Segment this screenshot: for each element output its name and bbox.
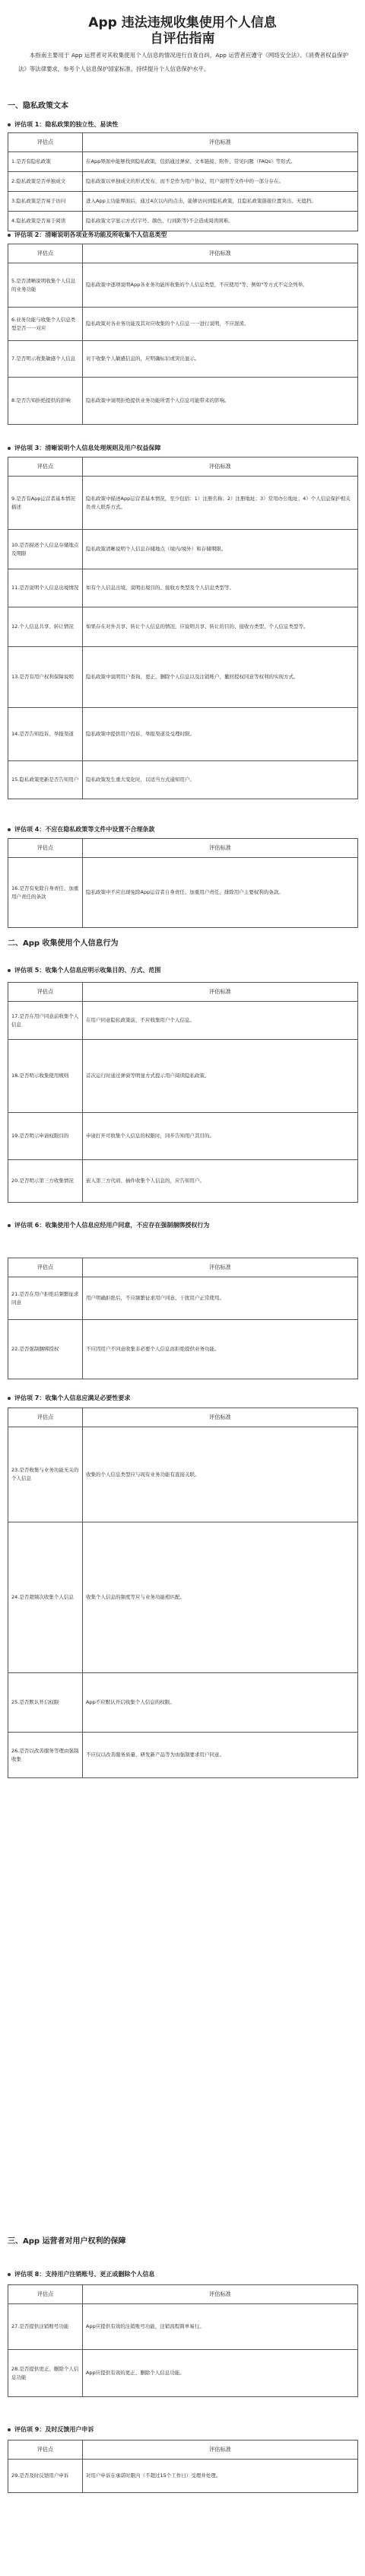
table-row: 8.是否告知拒绝提供的影响 隐私政策中说明拒绝提供业务功能所需个人信息可能带来的影响。: [8, 378, 358, 425]
eval-table-1: [8, 132, 358, 231]
table-row: 6.业务功能与收集个人信息类型是否一一对应 隐私政策对各业务功能及其对应收集的个人信息一一进行说明，不应混淆。: [8, 308, 358, 341]
item-label: 评估项 8：支持用户注销账号、更正或删除个人信息: [14, 2271, 155, 2278]
table-row: 5.是否清晰说明收集个人信息的业务功能 隐私政策中逐项说明App各业务功能所收集的个人信息类型，不应使用"等、例如"等方式不完全列举。: [8, 263, 358, 308]
item-label: 评估项 5：收集个人信息应明示收集目的、方式、范围: [14, 967, 161, 974]
table-row: 9.是否有App运营者基本情况描述 隐私政策中描述App运营者基本情况，至少包括：1）注册名称；2）注册地址；3）常用办公地址；4）个人信息保护相关负责人联系方式。: [8, 477, 358, 530]
table-row: 21.是否在用户拒绝后频繁征求同意 用户明确拒绝后，不应频繁征求用户同意、干扰用户正常使用。: [8, 1277, 358, 1320]
table-row: 22.是否强制捆绑授权 不应因用户不同意收集非必要个人信息而拒绝提供业务功能。: [8, 1320, 358, 1379]
table-row: 28.是否提供更正、删除个人信息功能 App应提供有效的更正、删除个人信息功能。: [8, 2350, 358, 2397]
intro-paragraph: 本指南主要用于 App 运营者对其收集使用个人信息的情况进行自查自纠，App 运营者应遵守《网络安全法》、《消费者权益保护法》等法律要求，参考个人信息保护国家标准，持续提升个人信息保护水平。: [18, 52, 348, 72]
item-heading-2: [8, 230, 167, 241]
table-row: 14.是否告知投诉、举报渠道 隐私政策中提供用户投诉、举报渠道及受理时限。: [8, 708, 358, 761]
table-row: 23.是否收集与业务功能无关的个人信息 收集的个人信息类型应与现有业务功能有直接关联。: [8, 1427, 358, 1522]
table-row: 1.是否有隐私政策 在App界面中能够找到隐私政策，包括通过弹窗、文本链接、附件、常见问题（FAQs）等形式。: [8, 152, 358, 172]
item-heading-5: [8, 965, 160, 976]
table-row: 26.是否以改善服务等理由强制收集 不应仅以改善服务质量、研发新产品等为由强制要求用户同意。: [8, 1733, 358, 1778]
table-row: 29.是否及时反馈用户申诉 对用户申诉在承诺时限内（不超过15个工作日）受理并处理。: [8, 2460, 358, 2493]
eval-table-7: 评估点 评估标准 23.是否收集与业务功能无关的个人信息 收集的个人信息类型应与现有业务功能有直接关联。 24.是否超频次收集个人信息 收集个人信息的频度等应与业务功能相匹配。 25.是否默认开启权限 App不应默认开启收集个人信息的权限。 26.是否以改善服务等理由强制收集 不应仅以改善服务质量、研发新产品等为由强制要求用户同意。: [8, 1408, 358, 1778]
table-row: 17.是否在用户同意前收集个人信息 在用户同意隐私政策前，不应收集用户个人信息。: [8, 1002, 358, 1040]
item-heading-4: [8, 824, 154, 835]
table-row: 2.隐私政策是否单独成文 隐私政策以单独成文的形式发布，而不是作为用户协议、用户说明等文件中的一部分存在。: [8, 172, 358, 192]
eval-table-4: 评估点 评估标准 16.是否有免除自身责任、加重用户责任的条款 隐私政策中不应出现免除App运营者自身责任、加重用户责任、排除用户主要权利的条款。: [8, 838, 358, 928]
table-row: 7.是否明示收集敏感个人信息 对于收集个人敏感信息的，应明确标识或突出显示。: [8, 341, 358, 378]
eval-table-5: 评估点 评估标准 17.是否在用户同意前收集个人信息 在用户同意隐私政策前，不应收集用户个人信息。 18.是否明示收集使用规则 首次运行时通过弹窗等明显方式提示用户阅读隐私政策。 19.是否明示申请权限目的 申请打开可收集个人信息的权限时，同步告知用户其目的。 20.是否明示第三方收集情况 嵌入第三方代码、插件收集个人信息的，应告知用户。: [8, 982, 358, 1203]
table-header-standard: 评估标准: [83, 133, 358, 152]
item-heading-8: [8, 2269, 154, 2280]
table-row: 16.是否有免除自身责任、加重用户责任的条款 隐私政策中不应出现免除App运营者自身责任、加重用户责任、排除用户主要权利的条款。: [8, 858, 358, 928]
eval-table-6: 评估点 评估标准 21.是否在用户拒绝后频繁征求同意 用户明确拒绝后，不应频繁征求用户同意、干扰用户正常使用。 22.是否强制捆绑授权 不应因用户不同意收集非必要个人信息而拒绝提供业务功能。: [8, 1258, 358, 1379]
table-row: 11.是否说明个人信息出境情况 如有个人信息出境，说明出境目的、接收方类型及个人信息类型等。: [8, 569, 358, 607]
item-heading-1: [8, 120, 118, 130]
table-header-point: 评估点: [8, 133, 83, 152]
table-row: 10.是否描述个人信息存储地点及期限 隐私政策清晰说明个人信息存储地点（境内/境外）和存储期限。: [8, 530, 358, 569]
table-row: 27.是否提供注销账号功能 App应提供有效的注销账号功能，注销流程简单易行。: [8, 2304, 358, 2350]
table-row: 15.隐私政策更新是否告知用户 隐私政策发生重大变化时，以适当方式通知用户。: [8, 761, 358, 799]
item-label: 评估项 3：清晰说明个人信息处理规则及用户权益保障: [14, 445, 161, 451]
item-label: 评估项 9：及时反馈用户申诉: [14, 2426, 94, 2433]
item-label: 评估项 7：收集个人信息应满足必要性要求: [14, 1395, 131, 1401]
item-heading-6: [8, 1220, 209, 1231]
item-heading-7: [8, 1393, 130, 1404]
section-heading-2: 二、App 收集使用个人信息行为: [8, 939, 119, 948]
title-line-1: App 违法违规收集使用个人信息: [88, 15, 277, 30]
eval-table-8: 评估点 评估标准 27.是否提供注销账号功能 App应提供有效的注销账号功能，注销流程简单易行。 28.是否提供更正、删除个人信息功能 App应提供有效的更正、删除个人信息功能。: [8, 2284, 358, 2397]
table-row: 18.是否明示收集使用规则 首次运行时通过弹窗等明显方式提示用户阅读隐私政策。: [8, 1040, 358, 1113]
eval-table-2: 评估点 评估标准 5.是否清晰说明收集个人信息的业务功能 隐私政策中逐项说明App各业务功能所收集的个人信息类型，不应使用"等、例如"等方式不完全列举。 6.业务功能与收集个人信息类型是否一一对应 隐私政策对各业务功能及其对应收集的个人信息一一进行说明，不应混淆。 7.是否明示收集敏感个人信息 对于收集个人敏感信息的，应明确标识或突出显示。 8.是否告知拒绝提供的影响 隐私政策中说明拒绝提供业务功能所需个人信息可能带来的影响。: [8, 244, 358, 425]
table-row: 13.是否有用户权利保障说明 隐私政策中说明用户查询、更正、删除个人信息以及注销账户、撤回授权同意等权利的实现方式。: [8, 647, 358, 708]
table-row: 20.是否明示第三方收集情况 嵌入第三方代码、插件收集个人信息的，应告知用户。: [8, 1160, 358, 1203]
section-heading-1: 一、隐私政策文本: [8, 102, 68, 110]
table-row: 4.隐私政策是否易于阅读 隐私政策文字显示方式(字号、颜色、行间距等)不会造成阅读困难。: [8, 212, 358, 231]
table-row: 12.个人信息共享、转让情况 如果存在对外共享、转让个人信息的情况，应说明共享、转让的目的、接收方类型、个人信息类型等。: [8, 607, 358, 647]
item-label: 评估项 6：收集使用个人信息应经用户同意，不应存在强制捆绑授权行为: [14, 1222, 210, 1229]
section-heading-3: 三、App 运营者对用户权利的保障: [8, 2237, 126, 2246]
table-row: 19.是否明示申请权限目的 申请打开可收集个人信息的权限时，同步告知用户其目的。: [8, 1113, 358, 1160]
table-row: 25.是否默认开启权限 App不应默认开启收集个人信息的权限。: [8, 1673, 358, 1733]
table-row: 24.是否超频次收集个人信息 收集个人信息的频度等应与业务功能相匹配。: [8, 1522, 358, 1673]
title-line-2: 自评估指南: [150, 31, 215, 46]
eval-table-3: 评估点 评估标准 9.是否有App运营者基本情况描述 隐私政策中描述App运营者基本情况，至少包括：1）注册名称；2）注册地址；3）常用办公地址；4）个人信息保护相关负责人联系方式。 10.是否描述个人信息存储地点及期限 隐私政策清晰说明个人信息存储地点（境内/境外）和存储期限。 11.是否说明个人信息出境情况 如有个人信息出境，说明出境目的、接收方类型及个人信息类型等。 12.个人信息共享、转让情况 如果存在对外共享、转让个人信息的情况，应说明共享、转让的目的、接收方类型、个人信息类型等。 13.是否有用户权利保障说明 隐私政策中说明用户查询、更正、删除个人信息以及注销账户、撤回授权同意等权利的实现方式。 14.是否告知投诉、举报渠道 隐私政策中提供用户投诉、举报渠道及受理时限。 15.隐私政策更新是否告知用户 隐私政策发生重大变化时，以适当方式通知用户。: [8, 457, 358, 799]
item-label: 评估项 2：清晰说明各项业务功能及所收集个人信息类型: [14, 231, 167, 238]
page-title: [0, 15, 365, 47]
item-label: 评估项 1：隐私政策的独立性、易读性: [14, 121, 119, 128]
item-heading-3: [8, 443, 160, 454]
item-heading-9: [8, 2425, 94, 2435]
item-label: 评估项 4：不应在隐私政策等文件中设置不合理条款: [14, 826, 155, 833]
eval-table-9: 评估点 评估标准 29.是否及时反馈用户申诉 对用户申诉在承诺时限内（不超过15个工作日）受理并处理。: [8, 2440, 358, 2493]
table-row: 3.隐私政策是否易于访问 进入App主功能界面后，通过4次以内的点击，能够访问到隐私政策，且隐私政策链接位置突出、无遮挡。: [8, 192, 358, 212]
